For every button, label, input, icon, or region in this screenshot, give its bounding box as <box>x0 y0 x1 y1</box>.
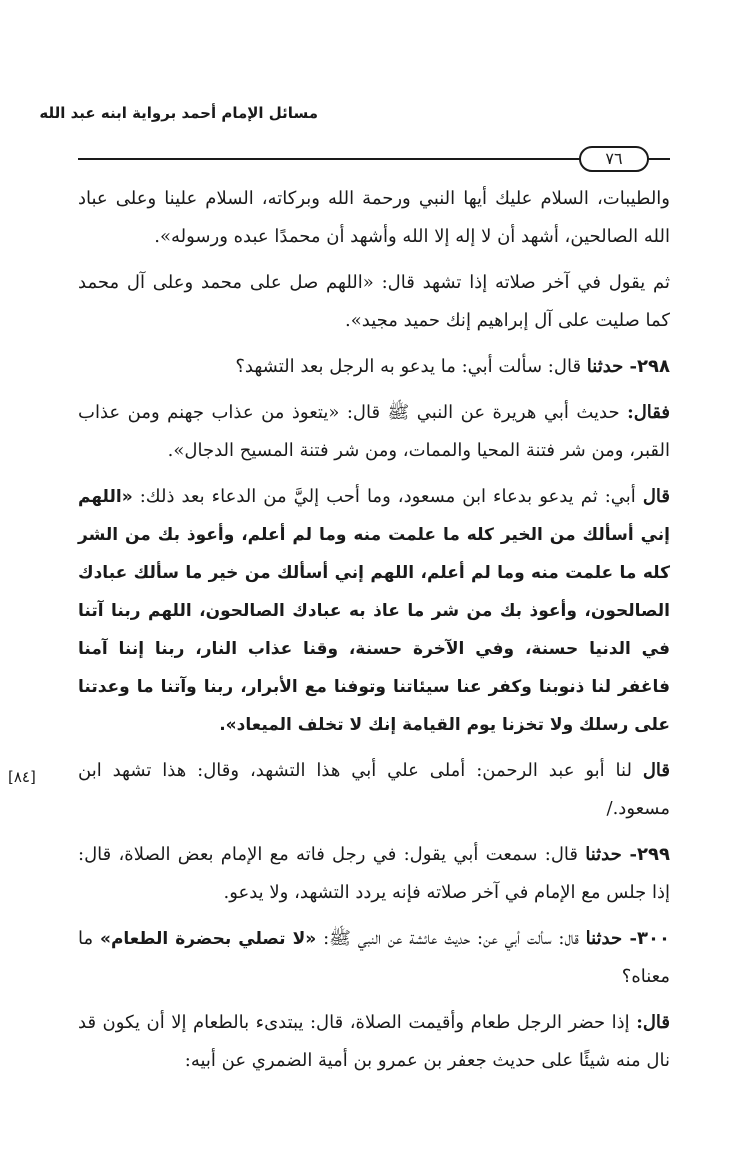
paragraph-abu-abdurrahman <box>78 752 670 828</box>
page-number: ٧٦ <box>605 149 623 168</box>
hadith-quote: «لا تصلي بحضرة الطعام» <box>99 929 317 949</box>
hadith-298 <box>78 348 670 386</box>
answer-text: إذا حضر الرجل طعام وأقيمت الصلاة، قال: يبتدىء بالطعام إلا أن يكون قد نال منه شيئًا على حديث جعفر بن عمرو بن أمية الضمري عن أبيه: <box>78 1012 670 1071</box>
page-body <box>78 180 670 1088</box>
answer-food-prayer <box>78 1004 670 1080</box>
hadith-question: ما معناه؟ <box>78 928 670 987</box>
answer-abu-hurayra <box>78 394 670 470</box>
hadith-text: قال: سألت أبي: ما يدعو به الرجل بعد التشهد؟ <box>235 356 582 377</box>
hadith-keyword: - حدثنا <box>586 356 638 377</box>
paragraph-salawat: ثم يقول في آخر صلاته إذا تشهد قال: «اللهم صل على محمد وعلى آل محمد كما صليت على آل إبراهيم إنك حميد مجيد». <box>78 272 670 331</box>
answer-keyword: قال: <box>636 1012 670 1033</box>
hadith-keyword: - حدثنا <box>585 928 637 949</box>
answer-text: حديث أبي هريرة عن النبي ﷺ قال: «يتعوذ من عذاب جهنم ومن عذاب القبر، ومن شر فتنة المحيا والممات، ومن شر فتنة المسيح الدجال». <box>78 402 670 461</box>
paragraph-ibn-masud <box>78 478 670 744</box>
hadith-number: ٣٠٠ <box>637 928 670 949</box>
paragraph-text: لنا أبو عبد الرحمن: أملى علي أبي هذا التشهد، وقال: هذا تشهد ابن مسعود./ <box>78 760 670 819</box>
hadith-number: ٢٩٨ <box>637 356 670 377</box>
hadith-keyword: - حدثنا <box>585 844 637 865</box>
hadith-299 <box>78 836 670 912</box>
qala-keyword: قال <box>642 760 671 781</box>
answer-keyword: فقال: <box>627 402 670 423</box>
margin-reference: [٨٤] <box>8 768 36 786</box>
hadith-text: قال: سألت أبي عن: حديث عائشة عن النبي ﷺ: <box>323 928 579 949</box>
hadith-300 <box>78 920 670 996</box>
hadith-text: قال: سمعت أبي يقول: في رجل فاته مع الإمام بعض الصلاة، قال: إذا جلس مع الإمام في آخر صلاته فإنه يردد التشهد، ولا يدعو. <box>78 844 670 903</box>
dua-text: «اللهم إني أسألك من الخير كله ما علمت منه وما لم أعلم، وأعوذ بك من الشر كله ما علمت منه وما لم أعلم، اللهم إني أسألك من خير ما سألك عبادك الصالحون، وأعوذ بك من شر ما عاذ به عبادك الصالحون، اللهم ربنا آتنا في الدنيا حسنة، وفي الآخرة حسنة، وقنا عذاب النار، ربنا إننا آمنا فاغفر لنا ذنوبنا وكفر عنا سيئاتنا وتوفنا مع الأبرار، ربنا وآتنا ما وعدتنا على رسلك ولا تخزنا يوم القيامة إنك لا تخلف الميعاد». <box>78 487 670 735</box>
paragraph-tashahhud-end: والطيبات، السلام عليك أيها النبي ورحمة الله وبركاته، السلام علينا وعلى عباد الله الصالحين، أشهد أن لا إله إلا الله وأشهد أن محمدًا عبده ورسوله». <box>78 188 670 247</box>
running-header: مسائل الإمام أحمد برواية ابنه عبد الله <box>39 104 318 122</box>
hadith-number: ٢٩٩ <box>637 844 670 865</box>
qala-keyword: قال <box>642 486 670 507</box>
paragraph-text: أبي: ثم يدعو بدعاء ابن مسعود، وما أحب إليَّ من الدعاء بعد ذلك: <box>139 486 636 507</box>
